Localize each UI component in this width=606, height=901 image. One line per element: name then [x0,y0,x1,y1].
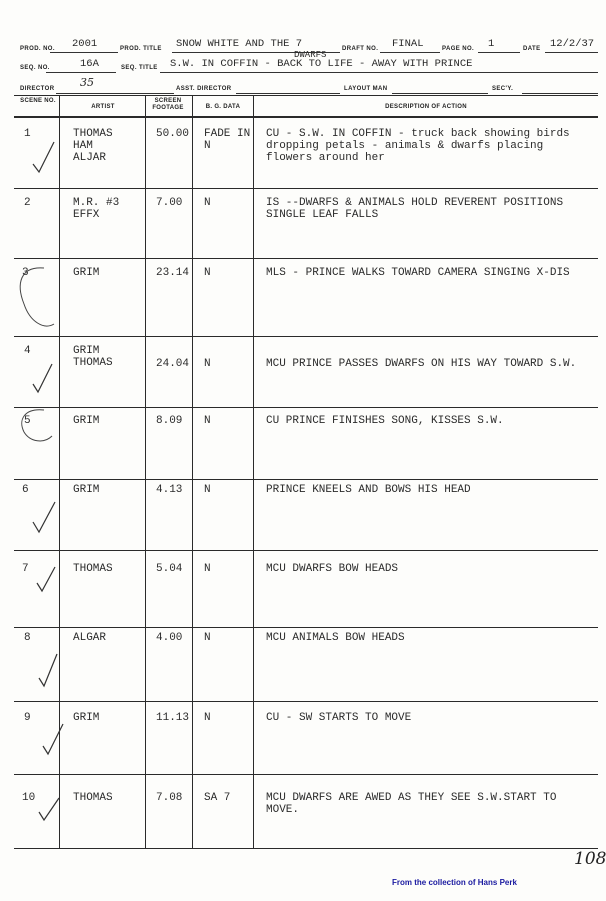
description-cell: CU - S.W. IN COFFIN - truck back showing birds dropping petals - animals & dwarfs placing flowers around her [266,128,570,164]
check-mark-icon [30,500,58,534]
date-label: DATE [523,46,541,52]
bg-cell: N [204,358,211,370]
scene-number: 9 [24,712,31,724]
footage-cell: 24.04 [156,358,190,370]
collection-credit: From the collection of Hans Perk [392,878,517,887]
scene-number: 5 [24,415,31,427]
footage-cell: 8.09 [156,415,183,427]
description-cell: MCU PRINCE PASSES DWARFS ON HIS WAY TOWARD S.W. [266,358,577,370]
scene-number: 1 [24,128,31,140]
artist-cell: THOMAS [73,792,113,804]
footage-cell: 50.00 [156,128,190,140]
bg-cell: N [204,197,211,209]
artist-cell: GRIM [73,415,100,427]
check-mark-icon [30,362,56,394]
scene-number: 7 [22,563,29,575]
director-label: DIRECTOR [20,86,55,92]
footage-cell: 4.00 [156,632,183,644]
footage-cell: 5.04 [156,563,183,575]
seq-no-value: 16A [80,58,99,70]
circle-mark-icon [14,264,58,334]
scene-number: 10 [22,792,36,804]
secy-label: SEC'Y. [492,86,514,92]
prod-no-label: PROD. NO. [20,46,55,52]
seq-title-value: S.W. IN COFFIN - BACK TO LIFE - AWAY WITH PRINCE [170,58,473,70]
check-mark-icon [40,722,66,756]
bg-cell: FADE IN N [204,128,251,152]
description-cell: MCU DWARFS BOW HEADS [266,563,399,575]
bg-cell: N [204,267,211,279]
col-header-footage: SCREEN FOOTAGE [152,98,184,111]
bg-cell: N [204,563,211,575]
footage-cell: 23.14 [156,267,190,279]
check-mark-icon [34,565,58,593]
description-cell: PRINCE KNEELS AND BOWS HIS HEAD [266,484,471,496]
col-header-bg: B. G. DATA [205,104,241,110]
check-mark-icon [36,796,62,822]
director-value: 35 [80,76,94,89]
check-mark-icon [30,140,56,176]
artist-cell: THOMAS [73,563,113,575]
asst-director-label: ASST. DIRECTOR [176,86,232,92]
artist-cell: M.R. #3 EFFX [73,197,120,221]
bg-cell: N [204,415,211,427]
footage-cell: 7.08 [156,792,183,804]
draft-no-value: FINAL [392,38,424,50]
scene-number: 2 [24,197,31,209]
description-cell: MCU DWARFS ARE AWED AS THEY SEE S.W.START TO MOVE. [266,792,557,816]
prod-no-value: 2001 [72,38,98,50]
footage-cell: 4.13 [156,484,183,496]
page-no-value: 1 [488,38,495,50]
layout-man-label: LAYOUT MAN [344,86,388,92]
description-cell: MLS - PRINCE WALKS TOWARD CAMERA SINGING X-DIS [266,267,570,279]
artist-cell: THOMAS HAM ALJAR [73,128,113,164]
artist-cell: ALGAR [73,632,107,644]
seq-title-label: SEQ. TITLE [121,65,158,71]
bg-cell: N [204,712,211,724]
scene-number: 6 [22,484,29,496]
footage-cell: 7.00 [156,197,183,209]
col-header-artist: ARTIST [91,104,115,110]
scene-number: 4 [24,345,31,357]
col-header-scene: SCENE NO. [20,98,56,104]
bg-cell: N [204,632,211,644]
page-no-label: PAGE NO. [442,46,475,52]
circle-mark-icon [14,404,58,444]
bg-cell: SA 7 [204,792,231,804]
scene-number: 8 [24,632,31,644]
artist-cell: GRIM THOMAS [73,345,113,369]
date-value: 12/2/37 [550,38,595,50]
draft-no-label: DRAFT NO. [342,46,379,52]
description-cell: CU PRINCE FINISHES SONG, KISSES S.W. [266,415,504,427]
page-number-handwritten: 108 [574,849,606,869]
bg-cell: N [204,484,211,496]
description-cell: IS --DWARFS & ANIMALS HOLD REVERENT POSITIONS SINGLE LEAF FALLS [266,197,564,221]
artist-cell: GRIM [73,267,100,279]
artist-cell: GRIM [73,484,100,496]
prod-title-value: SNOW WHITE AND THE 7 [176,38,303,50]
description-cell: MCU ANIMALS BOW HEADS [266,632,405,644]
artist-cell: GRIM [73,712,100,724]
prod-title-label: PROD. TITLE [120,46,162,52]
check-mark-icon [36,652,60,688]
col-header-desc: DESCRIPTION OF ACTION [385,104,467,110]
seq-no-label: SEQ. NO. [20,65,50,71]
footage-cell: 11.13 [156,712,190,724]
description-cell: CU - SW STARTS TO MOVE [266,712,412,724]
prod-title-cont: DWARFS [294,50,327,60]
scene-number: 3 [22,267,29,279]
